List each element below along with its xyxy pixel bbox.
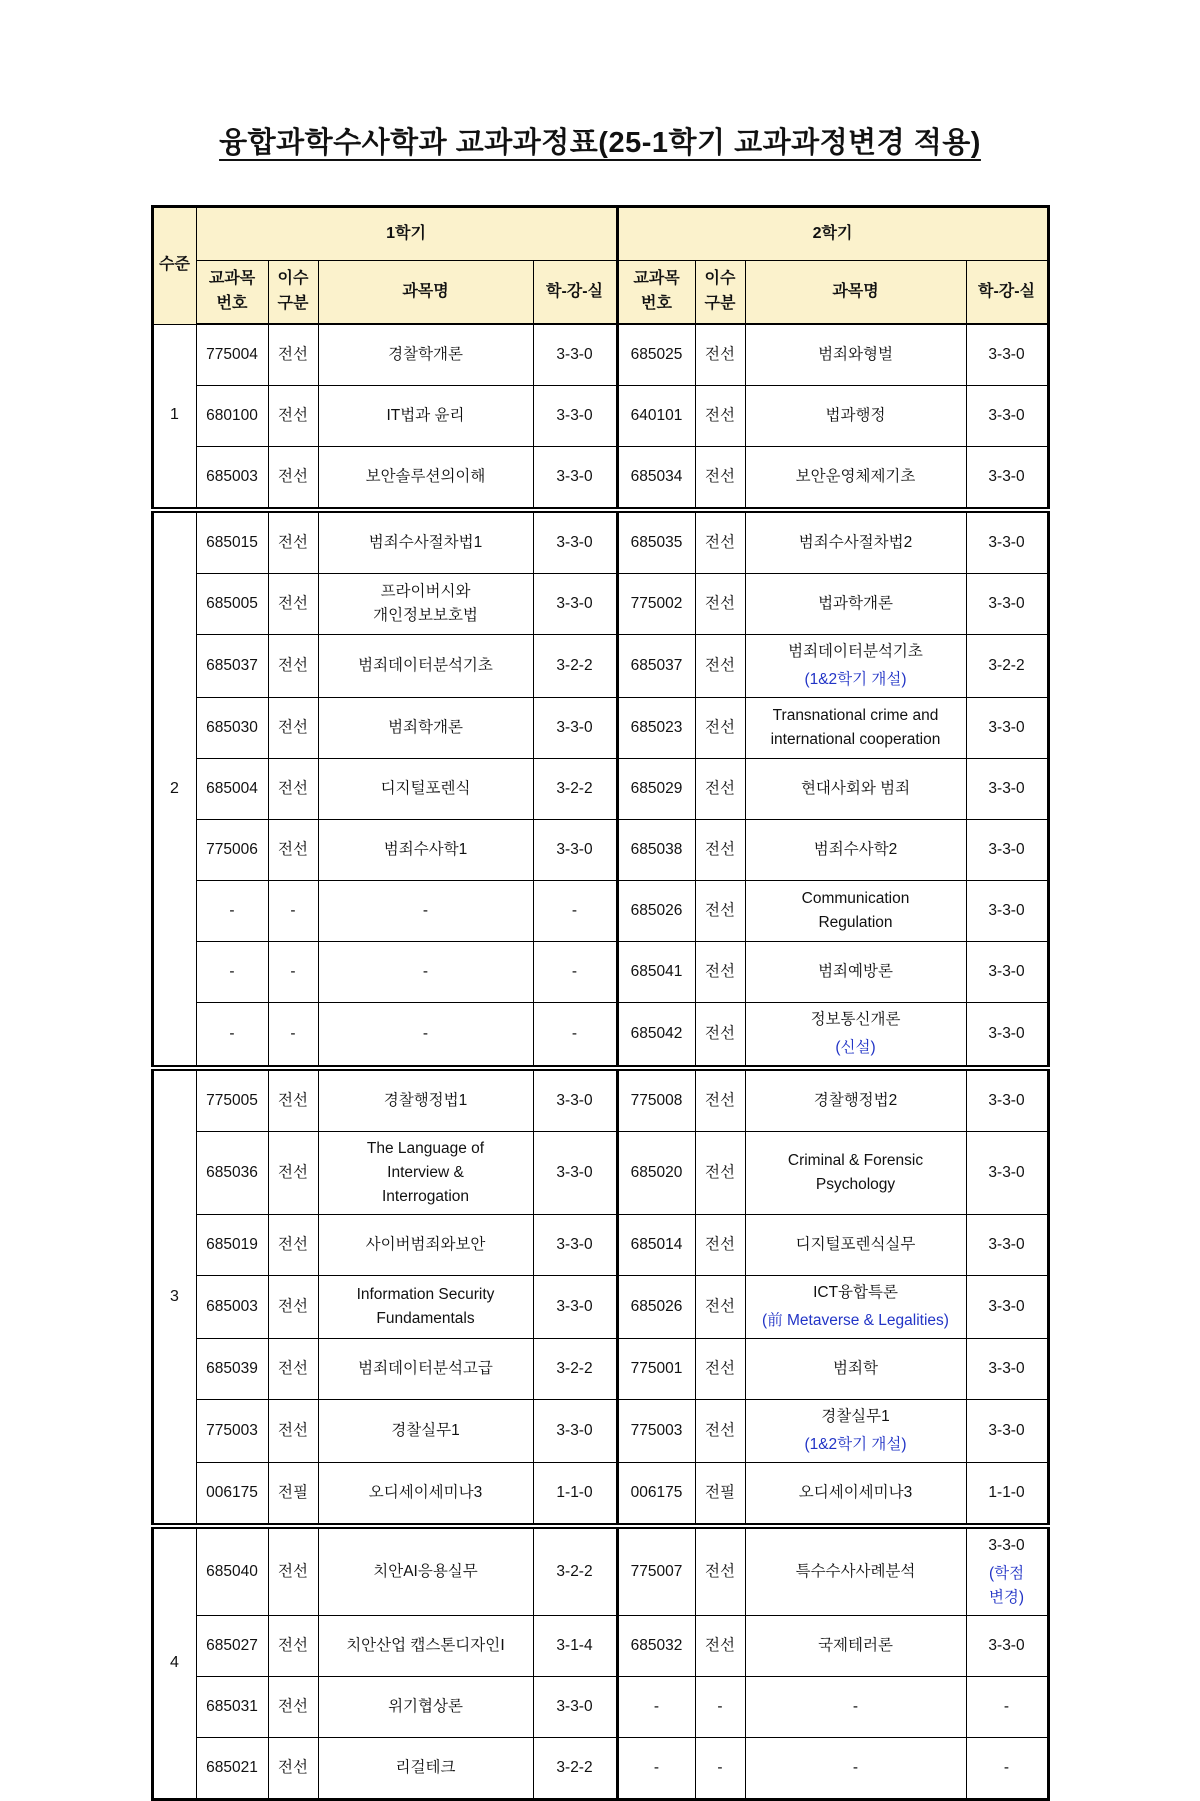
s2-course-type-cell: 전선 — [695, 1616, 745, 1677]
s2-course-name-cell: 범죄데이터분석기초 (1&2학기 개설) — [745, 635, 966, 698]
s1-course-code-cell: 685031 — [196, 1677, 268, 1738]
s1-course-name-cell: 프라이버시와 개인정보보호법 — [318, 574, 533, 635]
course-row — [152, 1677, 1048, 1738]
course-row — [152, 1276, 1048, 1339]
s2-course-name-cell: ICT융합특론 (前 Metaverse & Legalities) — [745, 1276, 966, 1339]
s2-course-code-cell: 685035 — [617, 510, 695, 574]
s1-credit-cell: 3-3-0 — [533, 447, 617, 511]
course-row — [152, 820, 1048, 881]
s2-course-name-cell: 범죄예방론 — [745, 942, 966, 1003]
s2-course-name-cell: 법과행정 — [745, 386, 966, 447]
course-row — [152, 1003, 1048, 1069]
s1-credit-cell: 3-2-2 — [533, 1339, 617, 1400]
s2-credit-cell: 3-3-0 — [966, 1276, 1048, 1339]
s2-course-type-cell: - — [695, 1738, 745, 1800]
course-row — [152, 324, 1048, 386]
s1-course-name-cell: - — [318, 942, 533, 1003]
s2-course-type-cell: 전선 — [695, 1215, 745, 1276]
s2-course-name-cell: 경찰실무1 (1&2학기 개설) — [745, 1400, 966, 1463]
s2-course-name-cell: 오디세이세미나3 — [745, 1463, 966, 1527]
s1-course-name-cell: 리걸테크 — [318, 1738, 533, 1800]
s2-course-code-cell: 775008 — [617, 1068, 695, 1132]
s1-course-name-cell: 보안솔루션의이해 — [318, 447, 533, 511]
s1-course-code-cell: 685015 — [196, 510, 268, 574]
s2-credit-cell: 3-3-0 — [966, 942, 1048, 1003]
s1-course-code-cell: 775006 — [196, 820, 268, 881]
s1-credit-cell: 3-3-0 — [533, 698, 617, 759]
s1-course-code-cell: - — [196, 1003, 268, 1069]
s2-credit-cell: 3-3-0 — [966, 324, 1048, 386]
s2-course-type-cell: 전선 — [695, 698, 745, 759]
s1-course-name-cell: Information Security Fundamentals — [318, 1276, 533, 1339]
course-row — [152, 635, 1048, 698]
s2-course-code-cell: 685041 — [617, 942, 695, 1003]
s2-course-type-cell: - — [695, 1677, 745, 1738]
s2-course-code-cell: 685038 — [617, 820, 695, 881]
s2-course-name-cell: 디지털포렌식실무 — [745, 1215, 966, 1276]
course-row — [152, 1616, 1048, 1677]
s1-course-type-cell: 전선 — [268, 1526, 318, 1616]
course-row — [152, 1215, 1048, 1276]
s1-course-type-cell: 전선 — [268, 1738, 318, 1800]
s2-course-type-cell: 전선 — [695, 759, 745, 820]
s2-course-type-cell: 전선 — [695, 1339, 745, 1400]
s1-course-name-cell: 치안AI응용실무 — [318, 1526, 533, 1616]
s1-course-code-cell: 685003 — [196, 1276, 268, 1339]
s2-course-code-cell: 685026 — [617, 1276, 695, 1339]
s1-course-code-cell: 685036 — [196, 1132, 268, 1215]
s2-credit-cell: 3-3-0 — [966, 1616, 1048, 1677]
s1-course-code-cell: 685004 — [196, 759, 268, 820]
s1-credit-cell: 3-2-2 — [533, 1738, 617, 1800]
s2-course-type-cell: 전선 — [695, 881, 745, 942]
s1-course-name-cell: 사이버범죄와보안 — [318, 1215, 533, 1276]
header-level: 수준 — [152, 207, 196, 325]
s2-course-name-cell: 범죄수사학2 — [745, 820, 966, 881]
header-semester-1: 1학기 — [196, 207, 617, 261]
s2-credit-cell: 3-3-0 — [966, 1132, 1048, 1215]
s1-course-type-cell: 전선 — [268, 386, 318, 447]
s2-credit-cell: 3-3-0 — [966, 574, 1048, 635]
s2-credit-cell: 3-3-0 — [966, 1400, 1048, 1463]
course-row — [152, 1738, 1048, 1800]
s2-credit-cell: 3-3-0 — [966, 820, 1048, 881]
s1-course-type-cell: 전선 — [268, 820, 318, 881]
s2-course-code-cell: 775001 — [617, 1339, 695, 1400]
s1-course-type-cell: 전선 — [268, 1276, 318, 1339]
s1-credit-cell: 3-1-4 — [533, 1616, 617, 1677]
s2-course-code-cell: 685032 — [617, 1616, 695, 1677]
s2-course-code-cell: - — [617, 1677, 695, 1738]
s2-credit-cell: 3-3-0 — [966, 1003, 1048, 1069]
s1-course-type-cell: 전선 — [268, 1215, 318, 1276]
s1-course-type-cell: - — [268, 881, 318, 942]
s1-credit-cell: - — [533, 1003, 617, 1069]
s1-course-type-cell: 전선 — [268, 759, 318, 820]
s1-course-code-cell: 685040 — [196, 1526, 268, 1616]
s2-course-name-cell: 정보통신개론 (신설) — [745, 1003, 966, 1069]
s2-course-name-cell: 보안운영체제기초 — [745, 447, 966, 511]
header-course-type-s2: 이수 구분 — [695, 261, 745, 325]
s2-course-type-cell: 전선 — [695, 510, 745, 574]
s1-course-name-cell: - — [318, 881, 533, 942]
course-row — [152, 1463, 1048, 1527]
s2-credit-cell: - — [966, 1738, 1048, 1800]
s1-credit-cell: 3-3-0 — [533, 386, 617, 447]
s2-course-type-cell: 전선 — [695, 324, 745, 386]
s2-course-name-cell: - — [745, 1738, 966, 1800]
s1-course-type-cell: - — [268, 942, 318, 1003]
table-header — [152, 207, 1048, 325]
level-cell: 1 — [152, 324, 196, 510]
level-cell: 3 — [152, 1068, 196, 1526]
course-row — [152, 759, 1048, 820]
course-row — [152, 447, 1048, 511]
s1-course-code-cell: 775004 — [196, 324, 268, 386]
s1-credit-cell: 3-2-2 — [533, 1526, 617, 1616]
s2-course-type-cell: 전선 — [695, 1526, 745, 1616]
course-row — [152, 881, 1048, 942]
s2-course-name-cell: Transnational crime and international cooperation — [745, 698, 966, 759]
s1-course-name-cell: The Language of Interview & Interrogation — [318, 1132, 533, 1215]
s2-course-name-cell: 법과학개론 — [745, 574, 966, 635]
header-course-code-s1: 교과목 번호 — [196, 261, 268, 325]
s1-credit-cell: - — [533, 881, 617, 942]
s2-course-type-cell: 전선 — [695, 1003, 745, 1069]
s2-course-type-cell: 전선 — [695, 635, 745, 698]
header-credit-s1: 학-강-실 — [533, 261, 617, 325]
course-row — [152, 386, 1048, 447]
course-row — [152, 1068, 1048, 1132]
course-row — [152, 510, 1048, 574]
s2-course-name-cell: 현대사회와 범죄 — [745, 759, 966, 820]
s1-credit-cell: 3-3-0 — [533, 574, 617, 635]
s1-course-code-cell: 685003 — [196, 447, 268, 511]
s1-course-code-cell: - — [196, 942, 268, 1003]
s2-credit-cell: - — [966, 1677, 1048, 1738]
s1-credit-cell: 3-3-0 — [533, 1276, 617, 1339]
s1-credit-cell: 3-2-2 — [533, 759, 617, 820]
s1-course-name-cell: 범죄학개론 — [318, 698, 533, 759]
s1-course-name-cell: 경찰실무1 — [318, 1400, 533, 1463]
s1-course-code-cell: 685037 — [196, 635, 268, 698]
s2-course-code-cell: 006175 — [617, 1463, 695, 1527]
s1-credit-cell: 3-3-0 — [533, 820, 617, 881]
s1-course-name-cell: 오디세이세미나3 — [318, 1463, 533, 1527]
s1-course-code-cell: 775005 — [196, 1068, 268, 1132]
s1-course-name-cell: 경찰학개론 — [318, 324, 533, 386]
s2-course-code-cell: 685029 — [617, 759, 695, 820]
header-credit-s2: 학-강-실 — [966, 261, 1048, 325]
s1-course-type-cell: 전선 — [268, 324, 318, 386]
header-course-name-s1: 과목명 — [318, 261, 533, 325]
s2-credit-cell: 3-3-0 — [966, 1339, 1048, 1400]
curriculum-table — [151, 205, 1050, 1801]
course-row — [152, 698, 1048, 759]
s1-credit-cell: 3-3-0 — [533, 324, 617, 386]
s2-course-type-cell: 전선 — [695, 1276, 745, 1339]
s1-course-code-cell: 006175 — [196, 1463, 268, 1527]
s1-course-name-cell: - — [318, 1003, 533, 1069]
s1-course-type-cell: 전선 — [268, 1068, 318, 1132]
s1-course-name-cell: 범죄데이터분석고급 — [318, 1339, 533, 1400]
page-title: 융합과학수사학과 교과과정표(25-1학기 교과과정변경 적용) — [219, 127, 981, 159]
s1-credit-cell: 3-3-0 — [533, 1068, 617, 1132]
s1-course-type-cell: 전선 — [268, 1339, 318, 1400]
s2-credit-cell: 3-3-0 — [966, 881, 1048, 942]
s2-course-name-cell: 범죄와형벌 — [745, 324, 966, 386]
s2-credit-cell: 3-3-0 — [966, 447, 1048, 511]
s2-course-code-cell: 685020 — [617, 1132, 695, 1215]
header-course-code-s2: 교과목 번호 — [617, 261, 695, 325]
s2-course-code-cell: 775002 — [617, 574, 695, 635]
s2-course-code-cell: 640101 — [617, 386, 695, 447]
s2-credit-cell: 3-3-0 — [966, 1068, 1048, 1132]
course-row — [152, 1526, 1048, 1616]
s2-credit-cell: 3-3-0 — [966, 1215, 1048, 1276]
s2-course-name-cell: Communication Regulation — [745, 881, 966, 942]
s1-course-type-cell: 전선 — [268, 1616, 318, 1677]
s2-course-name-cell: Criminal & Forensic Psychology — [745, 1132, 966, 1215]
s1-course-type-cell: 전선 — [268, 1132, 318, 1215]
s2-course-code-cell: 685026 — [617, 881, 695, 942]
s2-course-type-cell: 전선 — [695, 386, 745, 447]
s2-course-type-cell: 전필 — [695, 1463, 745, 1527]
s1-course-name-cell: 범죄수사절차법1 — [318, 510, 533, 574]
s1-credit-cell: - — [533, 942, 617, 1003]
s1-credit-cell: 3-3-0 — [533, 1677, 617, 1738]
s1-course-name-cell: IT법과 윤리 — [318, 386, 533, 447]
s1-course-code-cell: 685039 — [196, 1339, 268, 1400]
s1-course-name-cell: 치안산업 캡스톤디자인Ⅰ — [318, 1616, 533, 1677]
header-course-name-s2: 과목명 — [745, 261, 966, 325]
course-row — [152, 574, 1048, 635]
s2-course-code-cell: 685037 — [617, 635, 695, 698]
s2-course-name-cell: - — [745, 1677, 966, 1738]
s2-course-type-cell: 전선 — [695, 820, 745, 881]
s2-course-type-cell: 전선 — [695, 447, 745, 511]
course-row — [152, 942, 1048, 1003]
s1-course-type-cell: 전선 — [268, 635, 318, 698]
s2-course-code-cell: 775003 — [617, 1400, 695, 1463]
s1-course-type-cell: 전선 — [268, 698, 318, 759]
s2-course-code-cell: 775007 — [617, 1526, 695, 1616]
s2-course-type-cell: 전선 — [695, 1132, 745, 1215]
course-row — [152, 1339, 1048, 1400]
s2-course-name-cell: 국제테러론 — [745, 1616, 966, 1677]
s1-course-code-cell: 685027 — [196, 1616, 268, 1677]
s1-course-code-cell: 685030 — [196, 698, 268, 759]
s1-course-type-cell: 전선 — [268, 1400, 318, 1463]
s1-course-type-cell: - — [268, 1003, 318, 1069]
s2-course-name-cell: 경찰행정법2 — [745, 1068, 966, 1132]
s2-course-name-cell: 범죄수사절차법2 — [745, 510, 966, 574]
s1-credit-cell: 3-3-0 — [533, 1215, 617, 1276]
course-row — [152, 1132, 1048, 1215]
s1-course-name-cell: 위기협상론 — [318, 1677, 533, 1738]
s2-course-type-cell: 전선 — [695, 1400, 745, 1463]
s2-course-type-cell: 전선 — [695, 1068, 745, 1132]
s1-course-code-cell: 685005 — [196, 574, 268, 635]
s1-credit-cell: 3-3-0 — [533, 510, 617, 574]
s1-course-code-cell: 680100 — [196, 386, 268, 447]
s1-course-type-cell: 전선 — [268, 574, 318, 635]
s2-course-code-cell: 685042 — [617, 1003, 695, 1069]
s1-course-name-cell: 경찰행정법1 — [318, 1068, 533, 1132]
header-semester-2: 2학기 — [617, 207, 1048, 261]
s2-course-name-cell: 범죄학 — [745, 1339, 966, 1400]
s2-course-type-cell: 전선 — [695, 942, 745, 1003]
s2-credit-cell: 3-3-0 (학점 변경) — [966, 1526, 1048, 1616]
s1-course-code-cell: 685021 — [196, 1738, 268, 1800]
s2-credit-cell: 3-3-0 — [966, 510, 1048, 574]
s1-course-name-cell: 범죄수사학1 — [318, 820, 533, 881]
course-row — [152, 1400, 1048, 1463]
s2-credit-cell: 3-3-0 — [966, 386, 1048, 447]
s1-course-code-cell: - — [196, 881, 268, 942]
s2-credit-cell: 1-1-0 — [966, 1463, 1048, 1527]
s2-credit-cell: 3-3-0 — [966, 698, 1048, 759]
s2-course-code-cell: - — [617, 1738, 695, 1800]
table-body — [152, 324, 1048, 1800]
s1-credit-cell: 3-3-0 — [533, 1132, 617, 1215]
s1-course-type-cell: 전선 — [268, 510, 318, 574]
header-course-type-s1: 이수 구분 — [268, 261, 318, 325]
s1-course-type-cell: 전선 — [268, 1677, 318, 1738]
level-cell: 4 — [152, 1526, 196, 1800]
s1-course-type-cell: 전선 — [268, 447, 318, 511]
s2-course-code-cell: 685023 — [617, 698, 695, 759]
s2-course-type-cell: 전선 — [695, 574, 745, 635]
s1-course-name-cell: 범죄데이터분석기초 — [318, 635, 533, 698]
s1-credit-cell: 3-3-0 — [533, 1400, 617, 1463]
s1-course-code-cell: 685019 — [196, 1215, 268, 1276]
s1-course-type-cell: 전필 — [268, 1463, 318, 1527]
s1-course-name-cell: 디지털포렌식 — [318, 759, 533, 820]
s2-course-code-cell: 685025 — [617, 324, 695, 386]
s2-credit-cell: 3-3-0 — [966, 759, 1048, 820]
s1-credit-cell: 1-1-0 — [533, 1463, 617, 1527]
level-cell: 2 — [152, 510, 196, 1068]
s1-course-code-cell: 775003 — [196, 1400, 268, 1463]
s2-course-code-cell: 685034 — [617, 447, 695, 511]
s1-credit-cell: 3-2-2 — [533, 635, 617, 698]
s2-course-code-cell: 685014 — [617, 1215, 695, 1276]
s2-course-name-cell: 특수수사사례분석 — [745, 1526, 966, 1616]
s2-credit-cell: 3-2-2 — [966, 635, 1048, 698]
